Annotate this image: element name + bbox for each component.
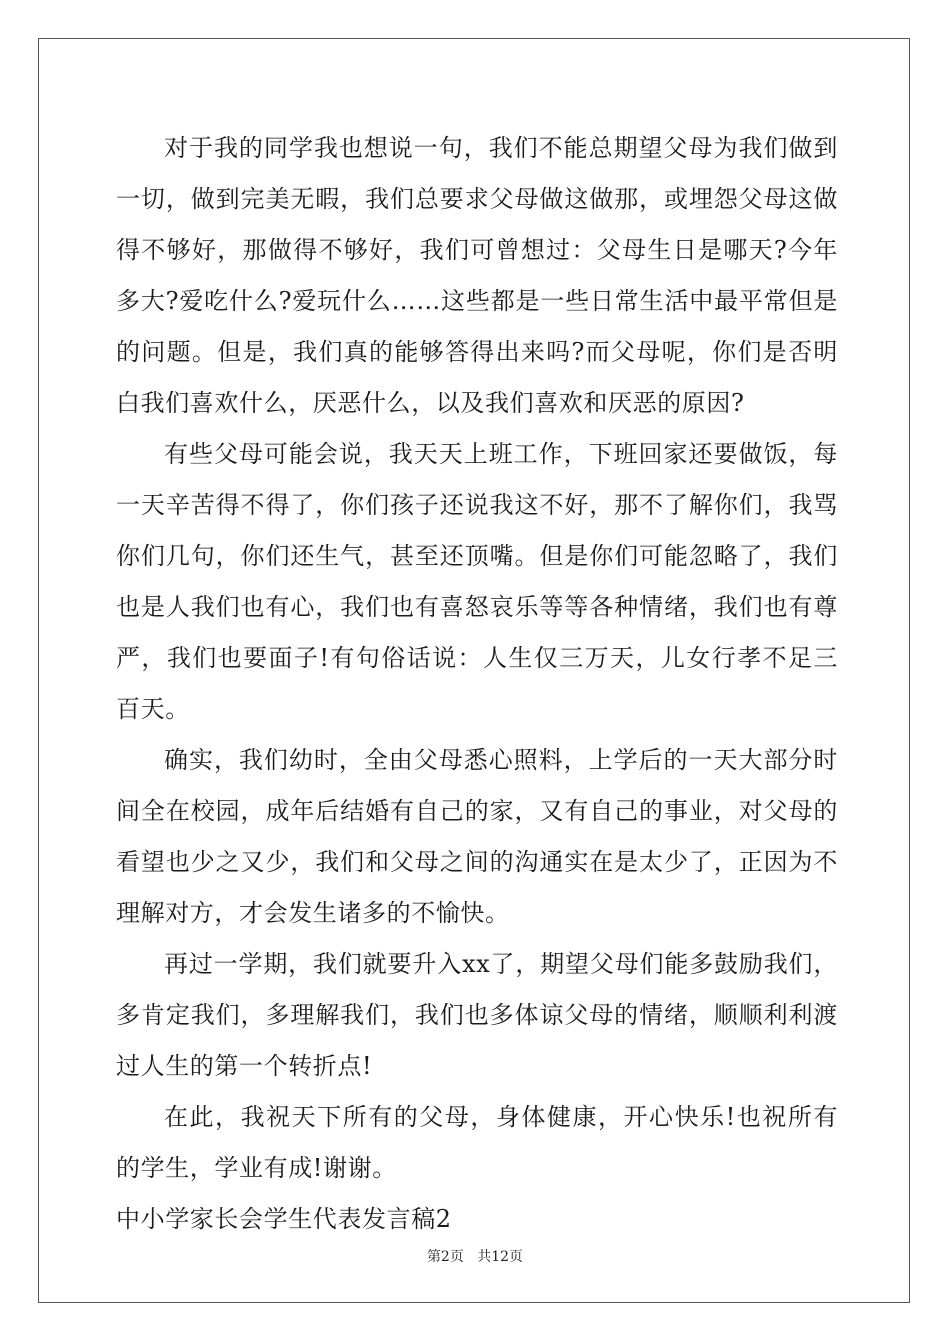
page-total: 共12页 xyxy=(477,1249,524,1265)
paragraph-2: 有些父母可能会说，我天天上班工作，下班回家还要做饭，每一天辛苦得不得了，你们孩子还说我这不好，那不了解你们，我骂你们几句，你们还生气，甚至还顶嘴。但是你们可能忽略了，我们也是人我们也有心，我们也有喜怒哀乐等等各种情绪，我们也有尊严，我们也要面子!有句俗话说：人生仅三万天，儿女行孝不足三百天。 xyxy=(116,440,838,723)
page-footer xyxy=(0,1246,950,1266)
paragraph-3: 确实，我们幼时，全由父母悉心照料，上学后的一天大部分时间全在校园，成年后结婚有自己的家，又有自己的事业，对父母的看望也少之又少，我们和父母之间的沟通实在是太少了，正因为不理解对方，才会发生诸多的不愉快。 xyxy=(116,746,838,927)
page-number: 第2页 xyxy=(426,1249,464,1265)
section-heading: 中小学家长会学生代表发言稿2 xyxy=(116,1205,452,1233)
document-body xyxy=(116,123,838,1245)
paragraph-5: 在此，我祝天下所有的父母，身体健康，开心快乐!也祝所有的学生，学业有成!谢谢。 xyxy=(116,1103,838,1182)
paragraph-4: 再过一学期，我们就要升入xx了，期望父母们能多鼓励我们，多肯定我们，多理解我们，我们也多体谅父母的情绪，顺顺利利渡过人生的第一个转折点! xyxy=(116,950,838,1080)
paragraph-1: 对于我的同学我也想说一句，我们不能总期望父母为我们做到一切，做到完美无暇，我们总要求父母做这做那，或埋怨父母这做得不够好，那做得不够好，我们可曾想过：父母生日是哪天?今年多大?爱吃什么?爱玩什么……这些都是一些日常生活中最平常但是的问题。但是，我们真的能够答得出来吗?而父母呢，你们是否明白我们喜欢什么，厌恶什么，以及我们喜欢和厌恶的原因? xyxy=(116,134,838,417)
